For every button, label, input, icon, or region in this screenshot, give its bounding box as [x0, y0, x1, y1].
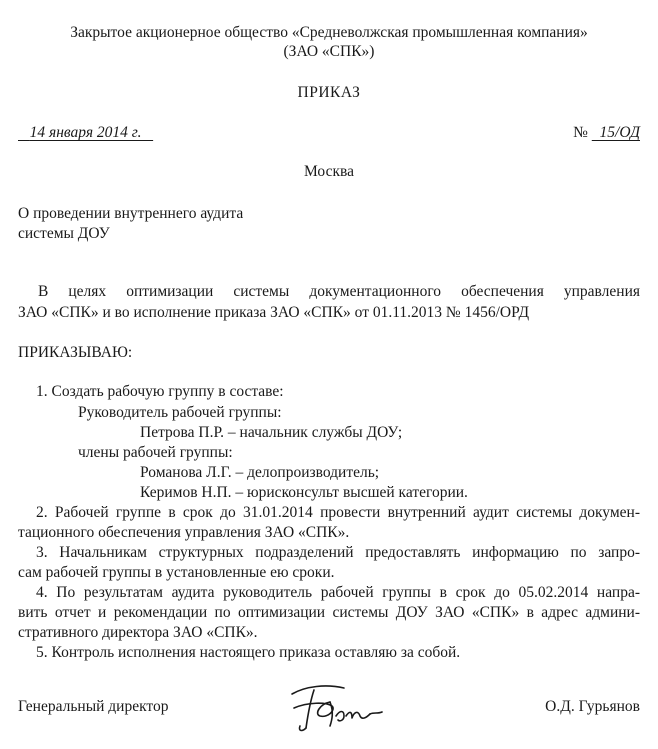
item-4-line-2: вить отчет и рекомендации по оптимизации системы ДОУ ЗАО «СПК» в адрес админи- — [18, 604, 640, 621]
item-3-line-2: сам рабочей группы в установленные ею сроки. — [18, 564, 335, 581]
item-1: 1. Создать рабочую группу в составе: — [36, 383, 284, 400]
document-date: 14 января 2014 г. — [29, 124, 142, 141]
document-type: ПРИКАЗ — [297, 84, 361, 101]
organization-short-name: (ЗАО «СПК») — [283, 43, 375, 60]
item-5: 5. Контроль исполнения настоящего приказа оставляю за собой. — [36, 644, 461, 661]
preamble-line-1: В целях оптимизации системы документационного обеспечения управления — [38, 283, 640, 300]
order-word: ПРИКАЗЫВАЮ: — [18, 344, 133, 361]
item-1-members-label: члены рабочей группы: — [78, 444, 233, 461]
item-2-line-1: 2. Рабочей группе в срок до 31.01.2014 провести внутренний аудит системы докумен- — [36, 504, 640, 521]
document-city: Москва — [304, 163, 354, 180]
organization-name: Закрытое акционерное общество «Средневолжская промышленная компания» — [70, 24, 588, 41]
document-number — [573, 122, 640, 143]
item-4-line-3: стративного директора ЗАО «СПК». — [18, 624, 258, 641]
item-1-member-2: Керимов Н.П. – юрисконсульт высшей категории. — [140, 484, 468, 501]
subject-line-2: системы ДОУ — [18, 225, 110, 242]
preamble-line-2: ЗАО «СПК» и во исполнение приказа ЗАО «СПК» от 01.11.2013 № 1456/ОРД — [18, 304, 530, 321]
item-4-line-1: 4. По результатам аудита руководитель рабочей группы в срок до 05.02.2014 напра- — [36, 584, 640, 601]
number-value: 15/ОД — [599, 124, 640, 141]
item-3-line-1: 3. Начальникам структурных подразделений предоставлять информацию по запро- — [36, 544, 640, 561]
handwritten-signature — [286, 676, 386, 736]
item-1-head-label: Руководитель рабочей группы: — [78, 404, 282, 421]
signatory-position: Генеральный директор — [18, 698, 169, 715]
subject-line-1: О проведении внутреннего аудита — [18, 205, 244, 222]
signatory-name: О.Д. Гурьянов — [545, 698, 640, 715]
item-2-line-2: тационного обеспечения управления ЗАО «СПК». — [18, 524, 350, 541]
item-1-member-1: Романова Л.Г. – делопроизводитель; — [140, 464, 380, 481]
item-1-head: Петрова П.Р. – начальник службы ДОУ; — [140, 424, 403, 441]
number-sign: № — [573, 124, 588, 141]
